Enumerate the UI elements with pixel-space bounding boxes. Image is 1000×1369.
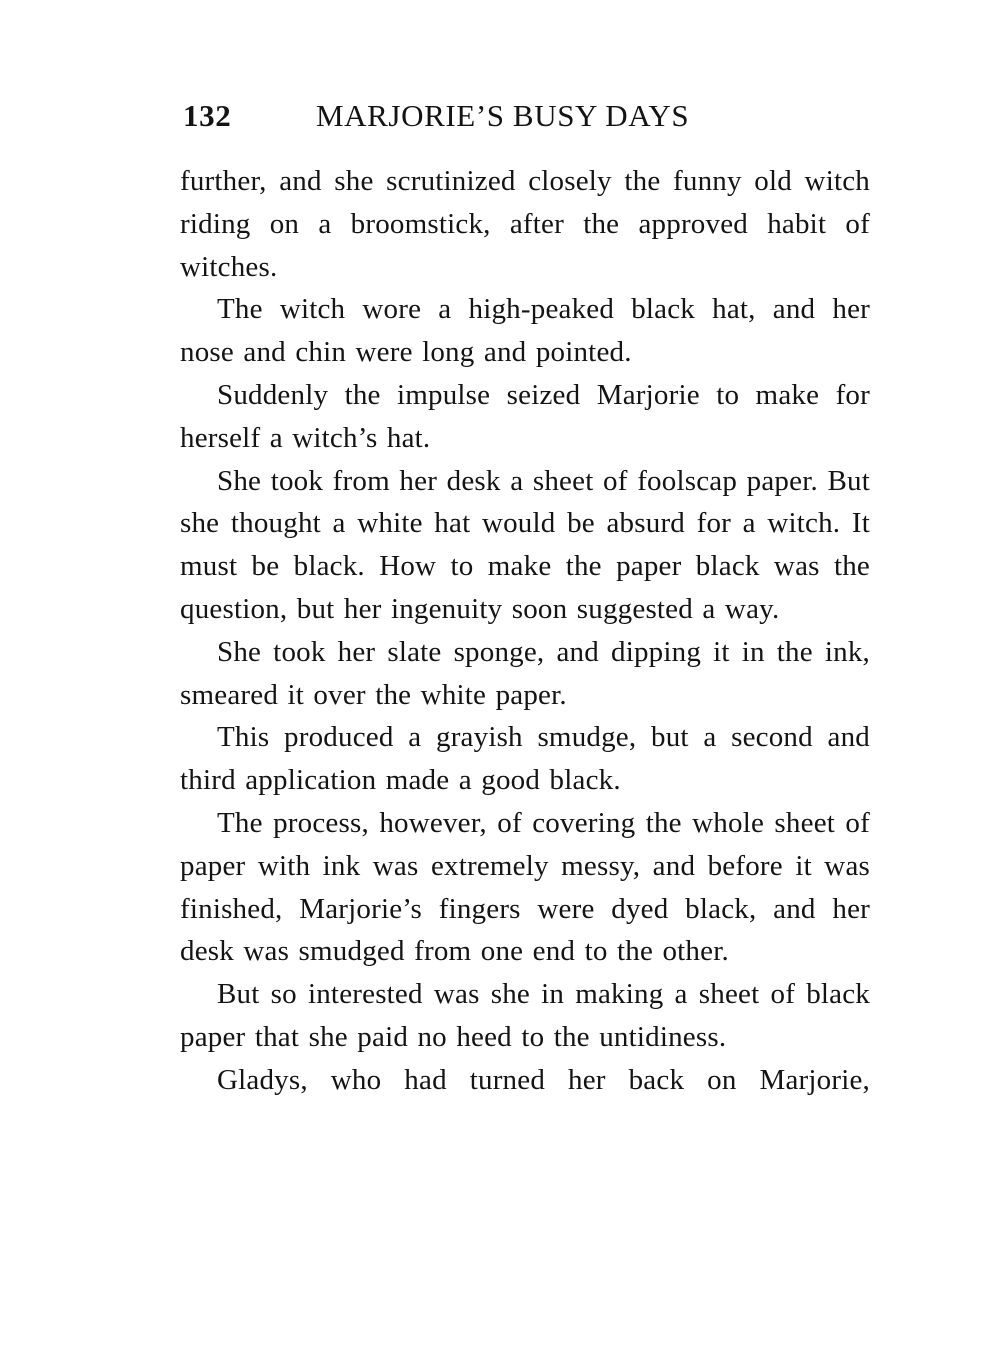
- paragraph: The witch wore a high-peaked black hat, and her nose and chin were long and pointed.: [180, 293, 870, 369]
- paragraph: But so interested was she in making a sheet of black paper that she paid no heed to the untidiness.: [180, 978, 870, 1053]
- paragraph: She took her slate sponge, and dipping it in the ink, smeared it over the white paper.: [180, 635, 870, 711]
- paragraph: The process, however, of covering the whole sheet of paper with ink was extremely messy, and before it was finished, Marjorie’s fingers were dyed black, and her desk was smudged from one end to the other.: [180, 806, 870, 968]
- paragraph: further, and she scrutinized closely the funny old witch riding on a broomstick, after the approved habit of witches.: [180, 165, 870, 283]
- running-head: [183, 98, 743, 142]
- body-text: [180, 160, 870, 1102]
- paragraph: Suddenly the impulse seized Marjorie to make for herself a witch’s hat.: [180, 378, 870, 454]
- paragraph: This produced a grayish smudge, but a second and third application made a good black.: [180, 721, 870, 797]
- paragraph: Gladys, who had turned her back on Marjorie,: [217, 1063, 870, 1096]
- book-title: MARJORIE’S BUSY DAYS: [316, 98, 690, 133]
- paragraph: She took from her desk a sheet of foolscap paper. But she thought a white hat would be absurd for a witch. It must be black. How to make the paper black was the question, but her ingenuity soon suggested a way.: [180, 464, 870, 625]
- page-number: 132: [183, 98, 232, 133]
